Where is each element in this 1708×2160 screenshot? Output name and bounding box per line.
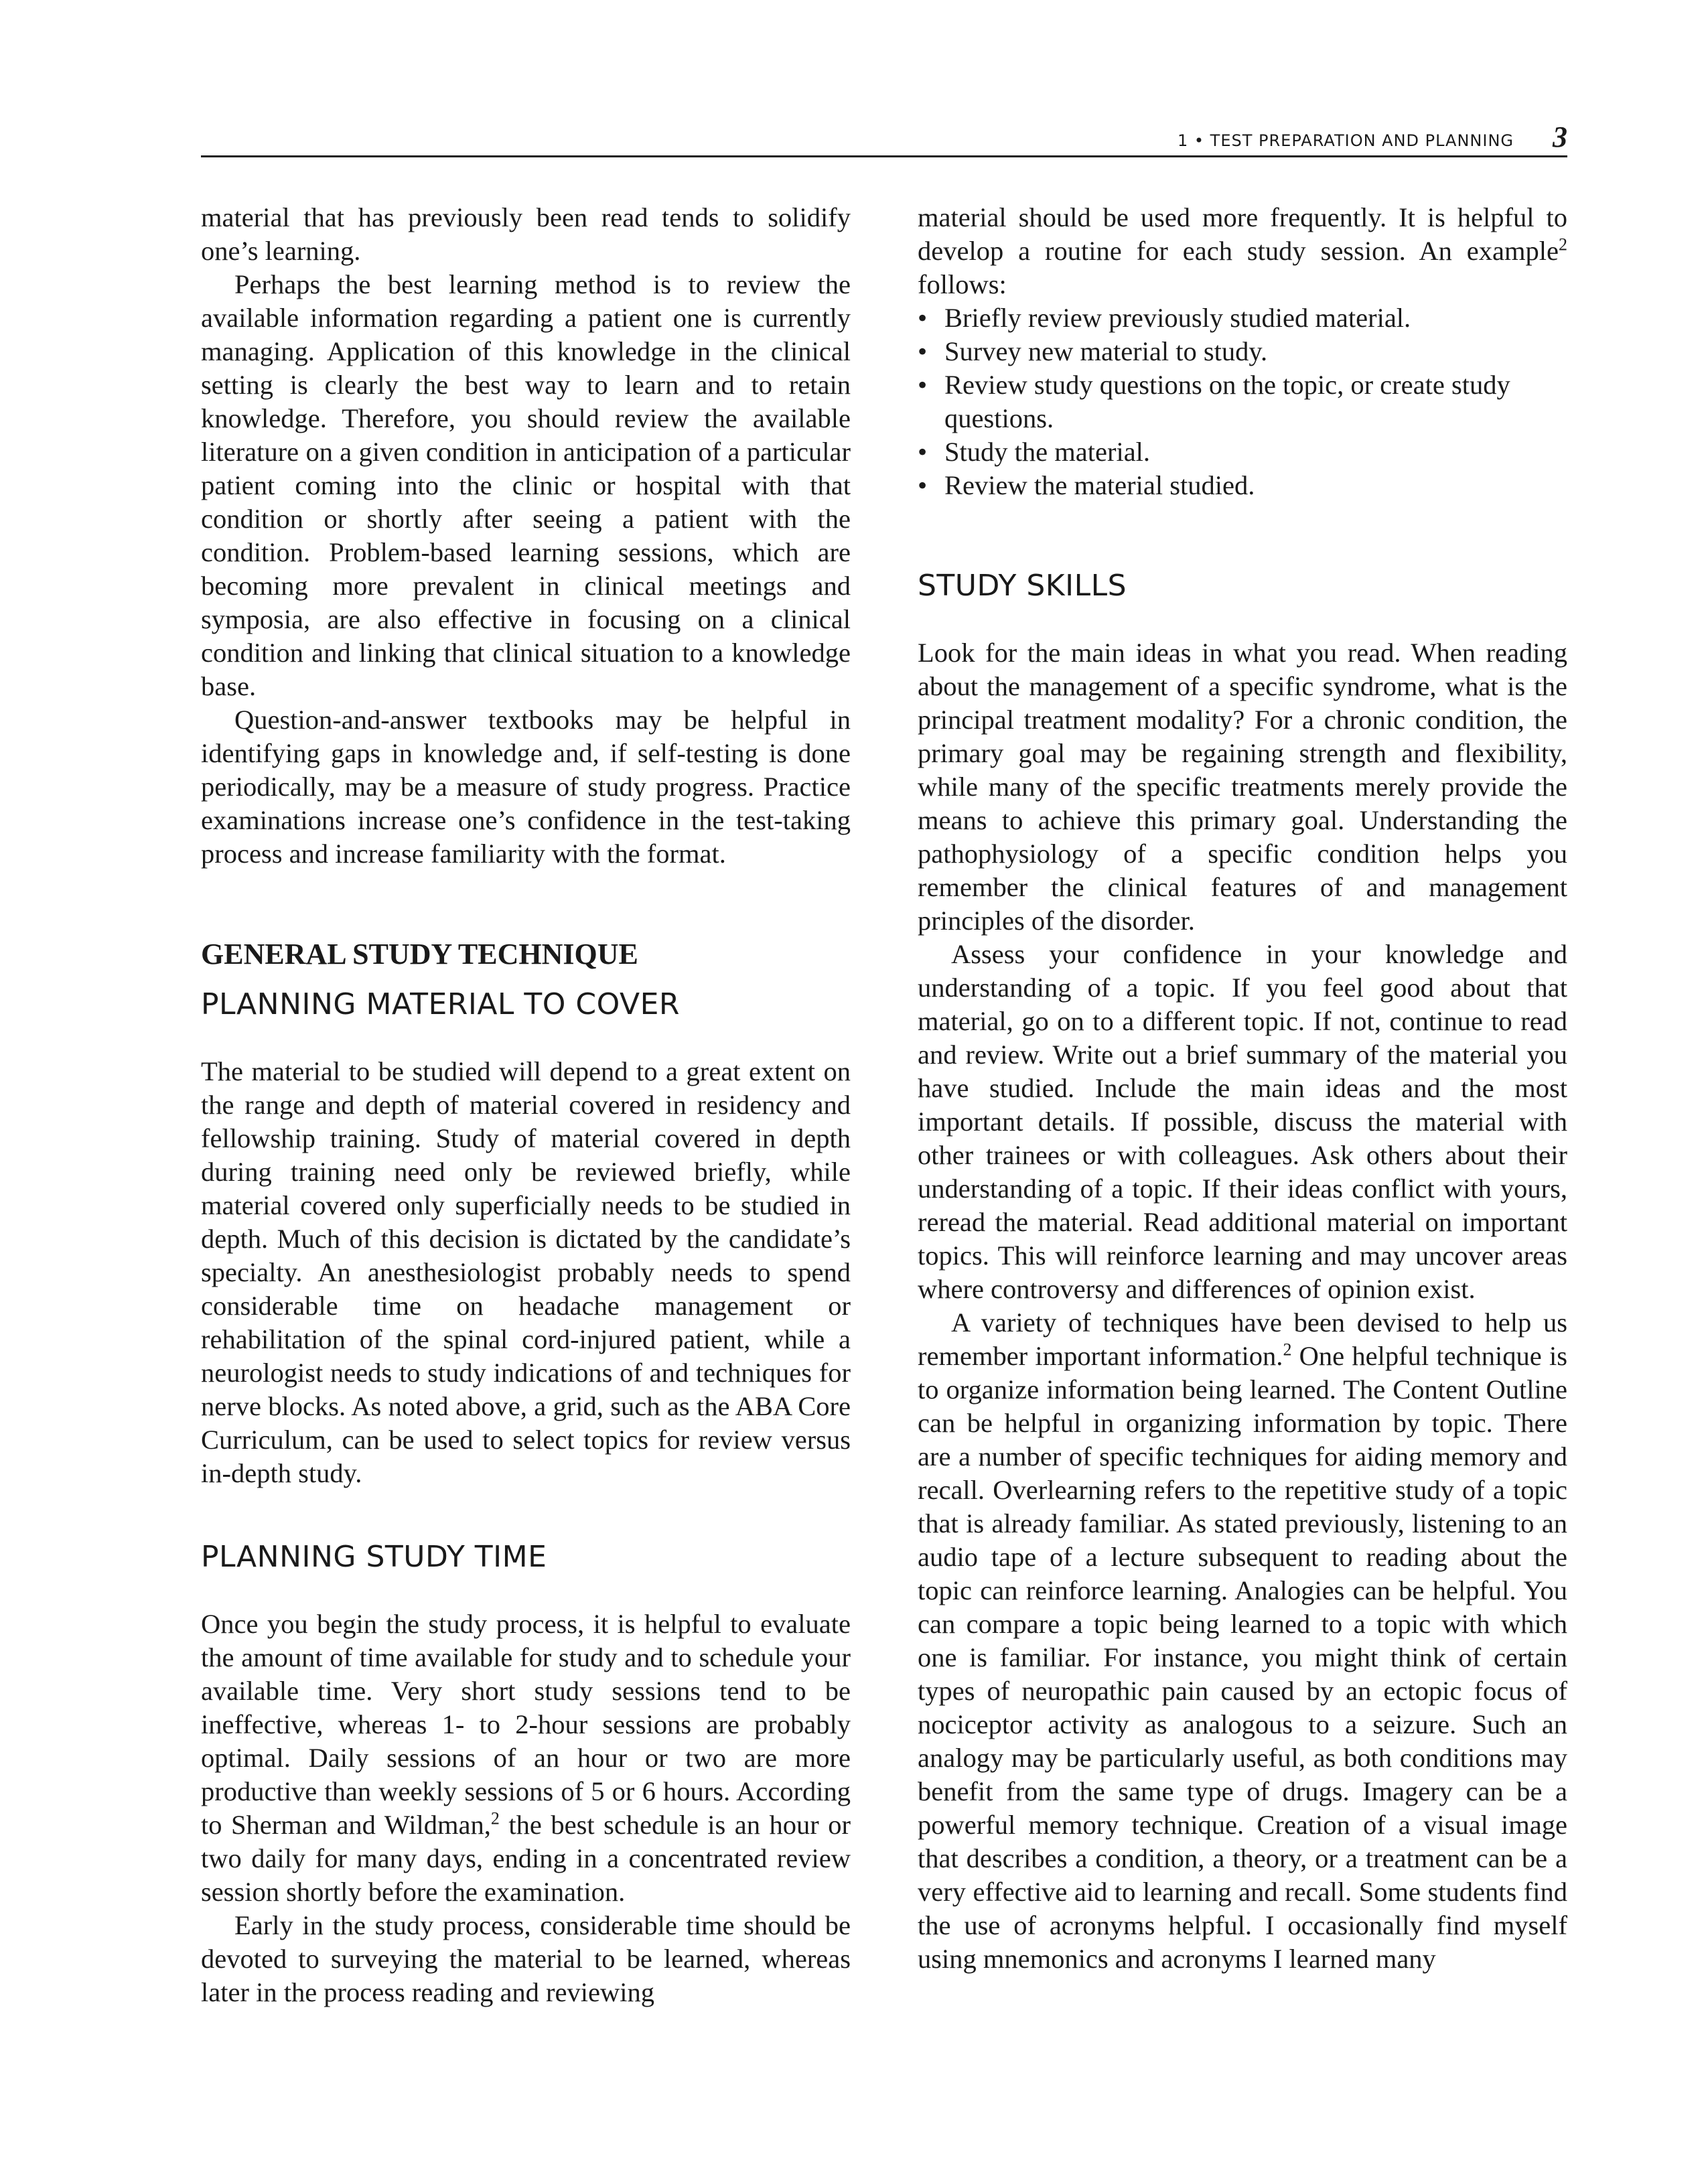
paragraph: Perhaps the best learning method is to review the available information regarding a patient one is currently managing. Application of this knowledge in the clinical setting is clearly the best way to learn and to retain knowledge. Therefore, you should review the available literature on a given condition in anticipation of a particular patient coming into the clinic or hospital with that condition or shortly after seeing a patient with the condition. Problem-based learning sessions, which are becoming more prevalent in clinical meetings and symposia, are also effective in focusing on a clinical condition and linking that clinical situation to a knowledge base.	[201, 269, 851, 701]
bullet-icon: •	[918, 370, 928, 400]
study-routine-list	[918, 301, 1567, 502]
heading-general-study-technique: GENERAL STUDY TECHNIQUE	[201, 938, 638, 970]
bullet-icon: •	[918, 470, 928, 500]
list-item-text: Review study questions on the topic, or create study questions.	[944, 370, 1510, 433]
paragraph: Question-and-answer textbooks may be helpful in identifying gaps in knowledge and, if self-testing is done periodically, may be a measure of study progress. Practice examinations increase one’s confidence in the test-taking process and increase familiarity with the format.	[201, 705, 851, 869]
list-item-text: Review the material studied.	[944, 470, 1255, 500]
paragraph: Look for the main ideas in what you read. When reading about the management of a specific syndrome, what is the principal treatment modality? For a chronic condition, the primary goal may be regaining strength and flexibility, while many of the specific treatments merely provide the means to achieve this primary goal. Understanding the pathophysiology of a specific condition helps you remember the clinical features of and management principles of the disorder.	[918, 638, 1567, 936]
running-head	[201, 121, 1567, 157]
paragraph	[918, 201, 1567, 301]
bullet-icon: •	[918, 336, 928, 366]
heading-study-skills: STUDY SKILLS	[918, 569, 1127, 603]
list-item	[918, 469, 1567, 502]
footnote-ref: 2	[1559, 234, 1567, 255]
paragraph-text: material should be used more frequently. It is helpful to develop a routine for each study session. An example	[918, 202, 1567, 266]
paragraph: Early in the study process, considerable time should be devoted to surveying the material to be learned, whereas later in the process reading and reviewing	[201, 1910, 851, 2007]
running-head-section-label: 1 • TEST PREPARATION AND PLANNING	[1178, 131, 1514, 150]
list-item-text: Briefly review previously studied material.	[944, 303, 1411, 333]
list-item	[918, 335, 1567, 368]
bullet-icon: •	[918, 437, 928, 467]
paragraph	[201, 1607, 851, 1909]
paragraph: Assess your confidence in your knowledge and understanding of a topic. If you feel good about that material, go on to a different topic. If not, continue to read and review. Write out a brief summary of the material you have studied. Include the main ideas and the most important details. If possible, discuss the material with other trainees or with colleagues. Ask others about their understanding of a topic. If their ideas conflict with yours, reread the material. Read additional material on important topics. This will reinforce learning and may uncover areas where controversy and differences of opinion exist.	[918, 939, 1567, 1304]
footnote-ref: 2	[490, 1808, 500, 1828]
list-item	[918, 368, 1567, 435]
footnote-ref: 2	[1283, 1340, 1292, 1360]
paragraph-text: Once you begin the study process, it is helpful to evaluate the amount of time available for study and to schedule your available time. Very short study sessions tend to be ineffective, whereas 1- to 2-hour sessions are probably optimal. Daily sessions of an hour or two are more productive than weekly sessions of 5 or 6 hours. According to Sherman and Wildman,	[201, 1609, 851, 1840]
heading-planning-study-time: PLANNING STUDY TIME	[201, 1540, 547, 1574]
paragraph	[918, 1306, 1567, 1976]
bullet-icon: •	[918, 303, 928, 333]
right-column	[918, 201, 1567, 1976]
page-number: 3	[1553, 121, 1567, 153]
left-column	[201, 201, 851, 2009]
list-item	[918, 435, 1567, 469]
paragraph-text: the best schedule is an hour or two daily for many days, ending in a concentrated review session shortly before the examination.	[201, 1810, 851, 1907]
paragraph: material that has previously been read tends to solidify one’s learning.	[201, 202, 851, 266]
paragraph-text: A variety of techniques have been devised to help us remember important information.	[918, 1307, 1567, 1371]
paragraph: The material to be studied will depend to a great extent on the range and depth of material covered in residency and fellowship training. Study of material covered in depth during training need only be reviewed briefly, while material covered only superficially needs to be studied in depth. Much of this decision is dictated by the candidate’s specialty. An anesthesiologist probably needs to spend considerable time on headache management or rehabilitation of the spinal cord-injured patient, while a neurologist needs to study indications of and techniques for nerve blocks. As noted above, a grid, such as the ABA Core Curriculum, can be used to select topics for review versus in-depth study.	[201, 1056, 851, 1488]
list-item-text: Survey new material to study.	[944, 336, 1268, 366]
list-item	[918, 301, 1567, 335]
paragraph-text: One helpful technique is to organize information being learned. The Content Outline can be helpful in organizing information by topic. There are a number of specific techniques for aiding memory and recall. Overlearning refers to the repetitive study of a topic that is already familiar. As stated previously, listening to an audio tape of a lecture subsequent to reading about the topic can reinforce learning. Analogies can be helpful. You can compare a topic being learned to a topic with which one is familiar. For instance, you might think of certain types of neuropathic pain caused by an ectopic focus of nociceptor activity as analogous to a seizure. Such an analogy may be particularly useful, as both conditions may benefit from the same type of drugs. Imagery can be a powerful memory technique. Creation of a visual image that describes a condition, a theory, or a treatment can be a very effective aid to learning and recall. Some students find the use of acronyms helpful. I occasionally find myself using mnemonics and acronyms I learned many	[918, 1341, 1568, 1974]
heading-planning-material: PLANNING MATERIAL TO COVER	[201, 987, 680, 1021]
list-item-text: Study the material.	[944, 437, 1151, 467]
paragraph-text: follows:	[918, 269, 1007, 299]
